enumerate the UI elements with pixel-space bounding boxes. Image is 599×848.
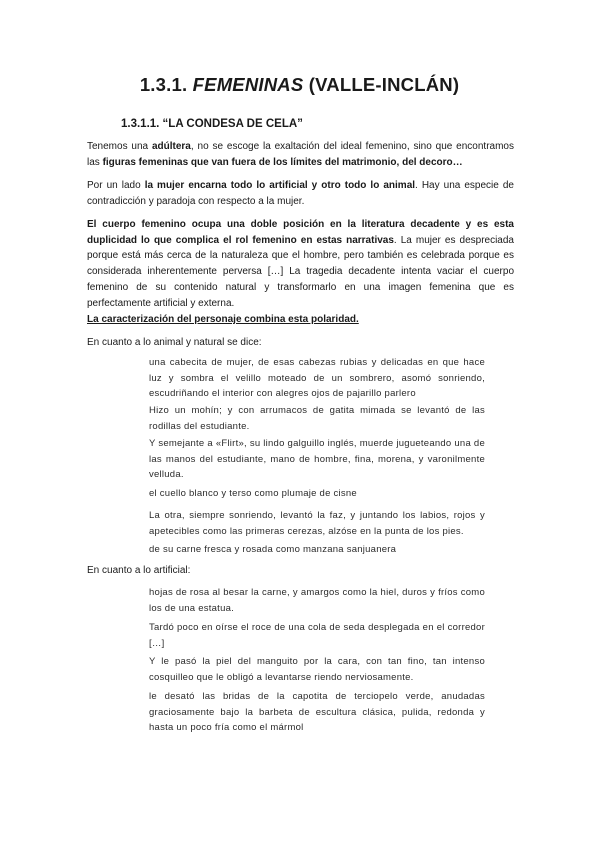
p2-text-b: . Hay una especie de contradicción y paradoja con respecto a la mujer. (87, 180, 514, 207)
quote-artificial-3: Y le pasó la piel del manguito por la cara, con tan fino, tan intenso cosquilleo que le obligó a levantarse riendo nerviosamente. (149, 656, 485, 683)
paragraph-adultera (87, 139, 514, 170)
p1-bold-a: adúltera (151, 141, 191, 152)
paragraph-contradiccion (87, 178, 514, 209)
p3-text: . La mujer es despreciada porque está más cerca de la naturaleza que el hombre, pero también es celebrada porque es considerada inherentemente perversa […] La tragedia decadente intenta vaciar el cuerpo femenino de su contenido natural y transformarlo en una imagen femenina que es perfectamente artificial y externa. (87, 234, 514, 309)
quote-animal-3: Y semejante a «Flirt», su lindo galguillo inglés, muerde jugueteando una de las manos del estudiante, mano de hombre, fina, morena, y varonilmente velluda. (149, 438, 485, 480)
animal-intro: En cuanto a lo animal y natural se dice: (87, 337, 262, 348)
title-number: 1.3.1. (139, 74, 188, 95)
page-title (0, 74, 599, 96)
artificial-intro: En cuanto a lo artificial: (87, 565, 191, 576)
quote-artificial-4: le desató las bridas de la capotita de terciopelo verde, anudadas graciosamente bajo la barbeta de escultura clásica, pulida, redonda y hasta un poco fría como el mármol (149, 691, 485, 733)
section-subtitle: 1.3.1.1. “LA CONDESA DE CELA” (121, 118, 303, 130)
p3-bold: El cuerpo femenino ocupa una doble posición en la literatura decadente y es esta duplicidad lo que complica el rol femenino en estas narrativas (87, 219, 514, 246)
quote-animal-1: una cabecita de mujer, de esas cabezas rubias y delicadas en que hace luz y sombra el velillo moteado de un sombrero, asomó sonriendo, escudriñando el interior con alegres ojos de pajarillo parlero (149, 357, 485, 399)
quote-artificial-1: hojas de rosa al besar la carne, y amargos como la hiel, duros y fríos como los de una estatua. (149, 587, 485, 614)
p1-text-b: , no se escoge la exaltación del ideal femenino, sino que encontramos las (87, 141, 514, 168)
quote-animal-6: de su carne fresca y rosada como manzana sanjuanera (149, 544, 397, 555)
title-emphasis: FEMENINAS (192, 74, 304, 95)
quote-animal-2: Hizo un mohín; y con arrumacos de gatita mimada se levantó de las rodillas del estudiante. (149, 405, 485, 432)
title-rest: (VALLE-INCLÁN) (308, 74, 460, 95)
p2-text-a: Por un lado (87, 180, 145, 191)
quote-animal-5: La otra, siempre sonriendo, levantó la faz, y juntando los labios, rojos y apetecibles como las primeras cerezas, alzóse en la punta de los pies. (149, 510, 485, 537)
section-heading: La caracterización del personaje combina esta polaridad. (87, 314, 359, 325)
paragraph-cuerpo-femenino (87, 217, 514, 311)
quote-animal-4: el cuello blanco y terso como plumaje de cisne (149, 488, 357, 499)
p1-text-a: Tenemos una (87, 141, 152, 152)
quote-artificial-2: Tardó poco en oírse el roce de una cola de seda desplegada en el corredor […] (149, 622, 485, 649)
p2-bold: la mujer encarna todo lo artificial y otro todo lo animal (144, 180, 416, 191)
p1-bold-b: figuras femeninas que van fuera de los límites del matrimonio, del decoro… (102, 156, 463, 168)
